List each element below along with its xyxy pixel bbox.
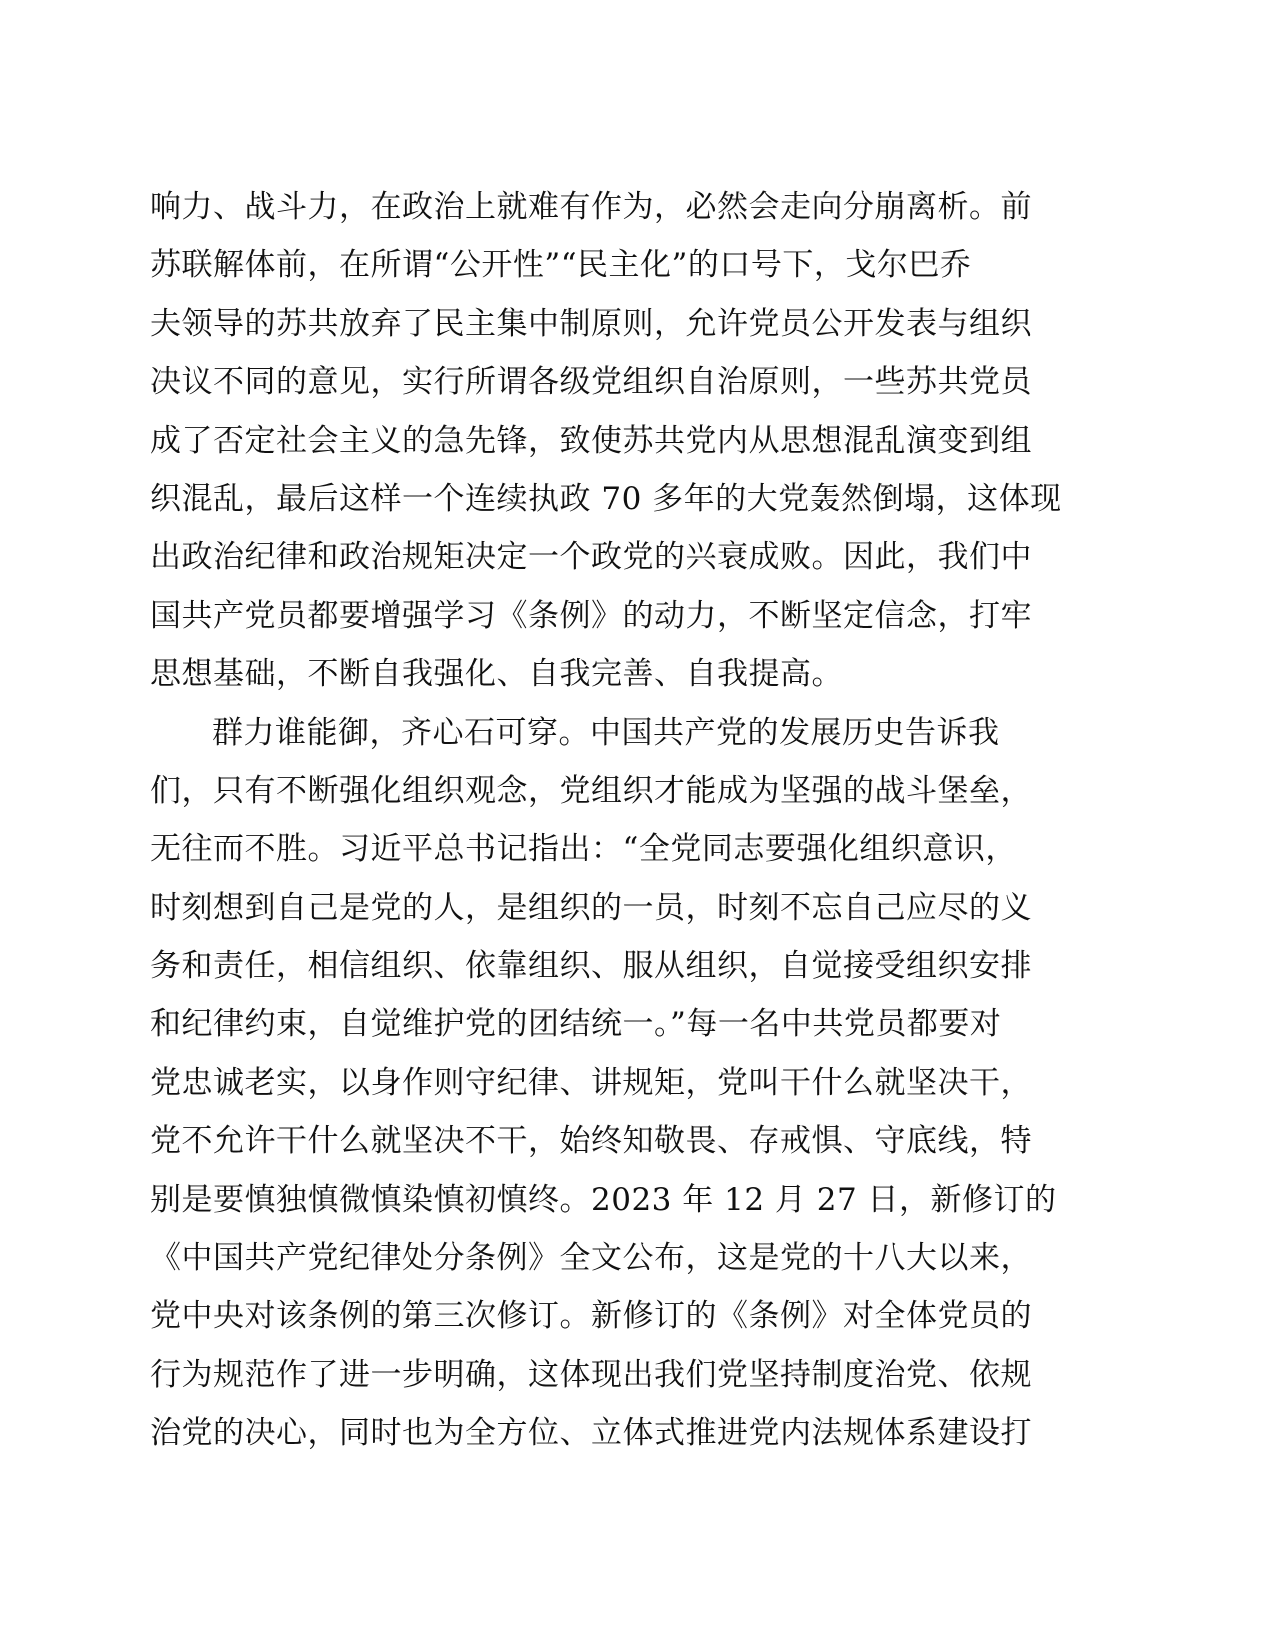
text-line: 别是要慎独慎微慎染慎初慎终。2023 年 12 月 27 日，新修订的 <box>150 1181 1057 1218</box>
text-line: 《中国共产党纪律处分条例》全文公布，这是党的十八大以来， <box>150 1240 1032 1277</box>
text-line: 和纪律约束，自觉维护党的团结统一。”每一名中共党员都要对 <box>150 1006 1002 1043</box>
text-line: 思想基础，不断自我强化、自我完善、自我提高。 <box>150 656 843 693</box>
text-line: 出政治纪律和政治规矩决定一个政党的兴衰成败。因此，我们中 <box>150 539 1032 576</box>
text-line: 织混乱，最后这样一个连续执政 70 多年的大党轰然倒塌，这体现 <box>150 480 1062 517</box>
text-line: 苏联解体前，在所谓“公开性”“民主化”的口号下，戈尔巴乔 <box>150 247 972 284</box>
text-line: 党中央对该条例的第三次修订。新修订的《条例》对全体党员的 <box>150 1298 1032 1335</box>
text-line: 党忠诚老实，以身作则守纪律、讲规矩，党叫干什么就坚决干， <box>150 1064 1032 1101</box>
text-line: 们，只有不断强化组织观念，党组织才能成为坚强的战斗堡垒， <box>150 772 1032 809</box>
text-line: 务和责任，相信组织、依靠组织、服从组织，自觉接受组织安排 <box>150 948 1032 985</box>
text-line: 成了否定社会主义的急先锋，致使苏共党内从思想混乱演变到组 <box>150 422 1032 459</box>
text-line: 无往而不胜。习近平总书记指出：“全党同志要强化组织意识， <box>150 831 1017 868</box>
paragraph-first-line: 群力谁能御，齐心石可穿。中国共产党的发展历史告诉我 <box>212 714 1000 751</box>
text-line: 国共产党员都要增强学习《条例》的动力，不断坚定信念，打牢 <box>150 597 1032 634</box>
text-line: 治党的决心，同时也为全方位、立体式推进党内法规体系建设打 <box>150 1415 1032 1452</box>
text-line: 夫领导的苏共放弃了民主集中制原则，允许党员公开发表与组织 <box>150 305 1032 342</box>
body-text <box>150 178 1130 1463</box>
text-line: 响力、战斗力，在政治上就难有作为，必然会走向分崩离析。前 <box>150 189 1032 225</box>
text-line: 行为规范作了进一步明确，这体现出我们党坚持制度治党、依规 <box>150 1356 1032 1393</box>
text-line: 时刻想到自己是党的人，是组织的一员，时刻不忘自己应尽的义 <box>150 889 1032 926</box>
text-line: 党不允许干什么就坚决不干，始终知敬畏、存戒惧、守底线，特 <box>150 1123 1032 1160</box>
text-line: 决议不同的意见，实行所谓各级党组织自治原则，一些苏共党员 <box>150 364 1032 401</box>
